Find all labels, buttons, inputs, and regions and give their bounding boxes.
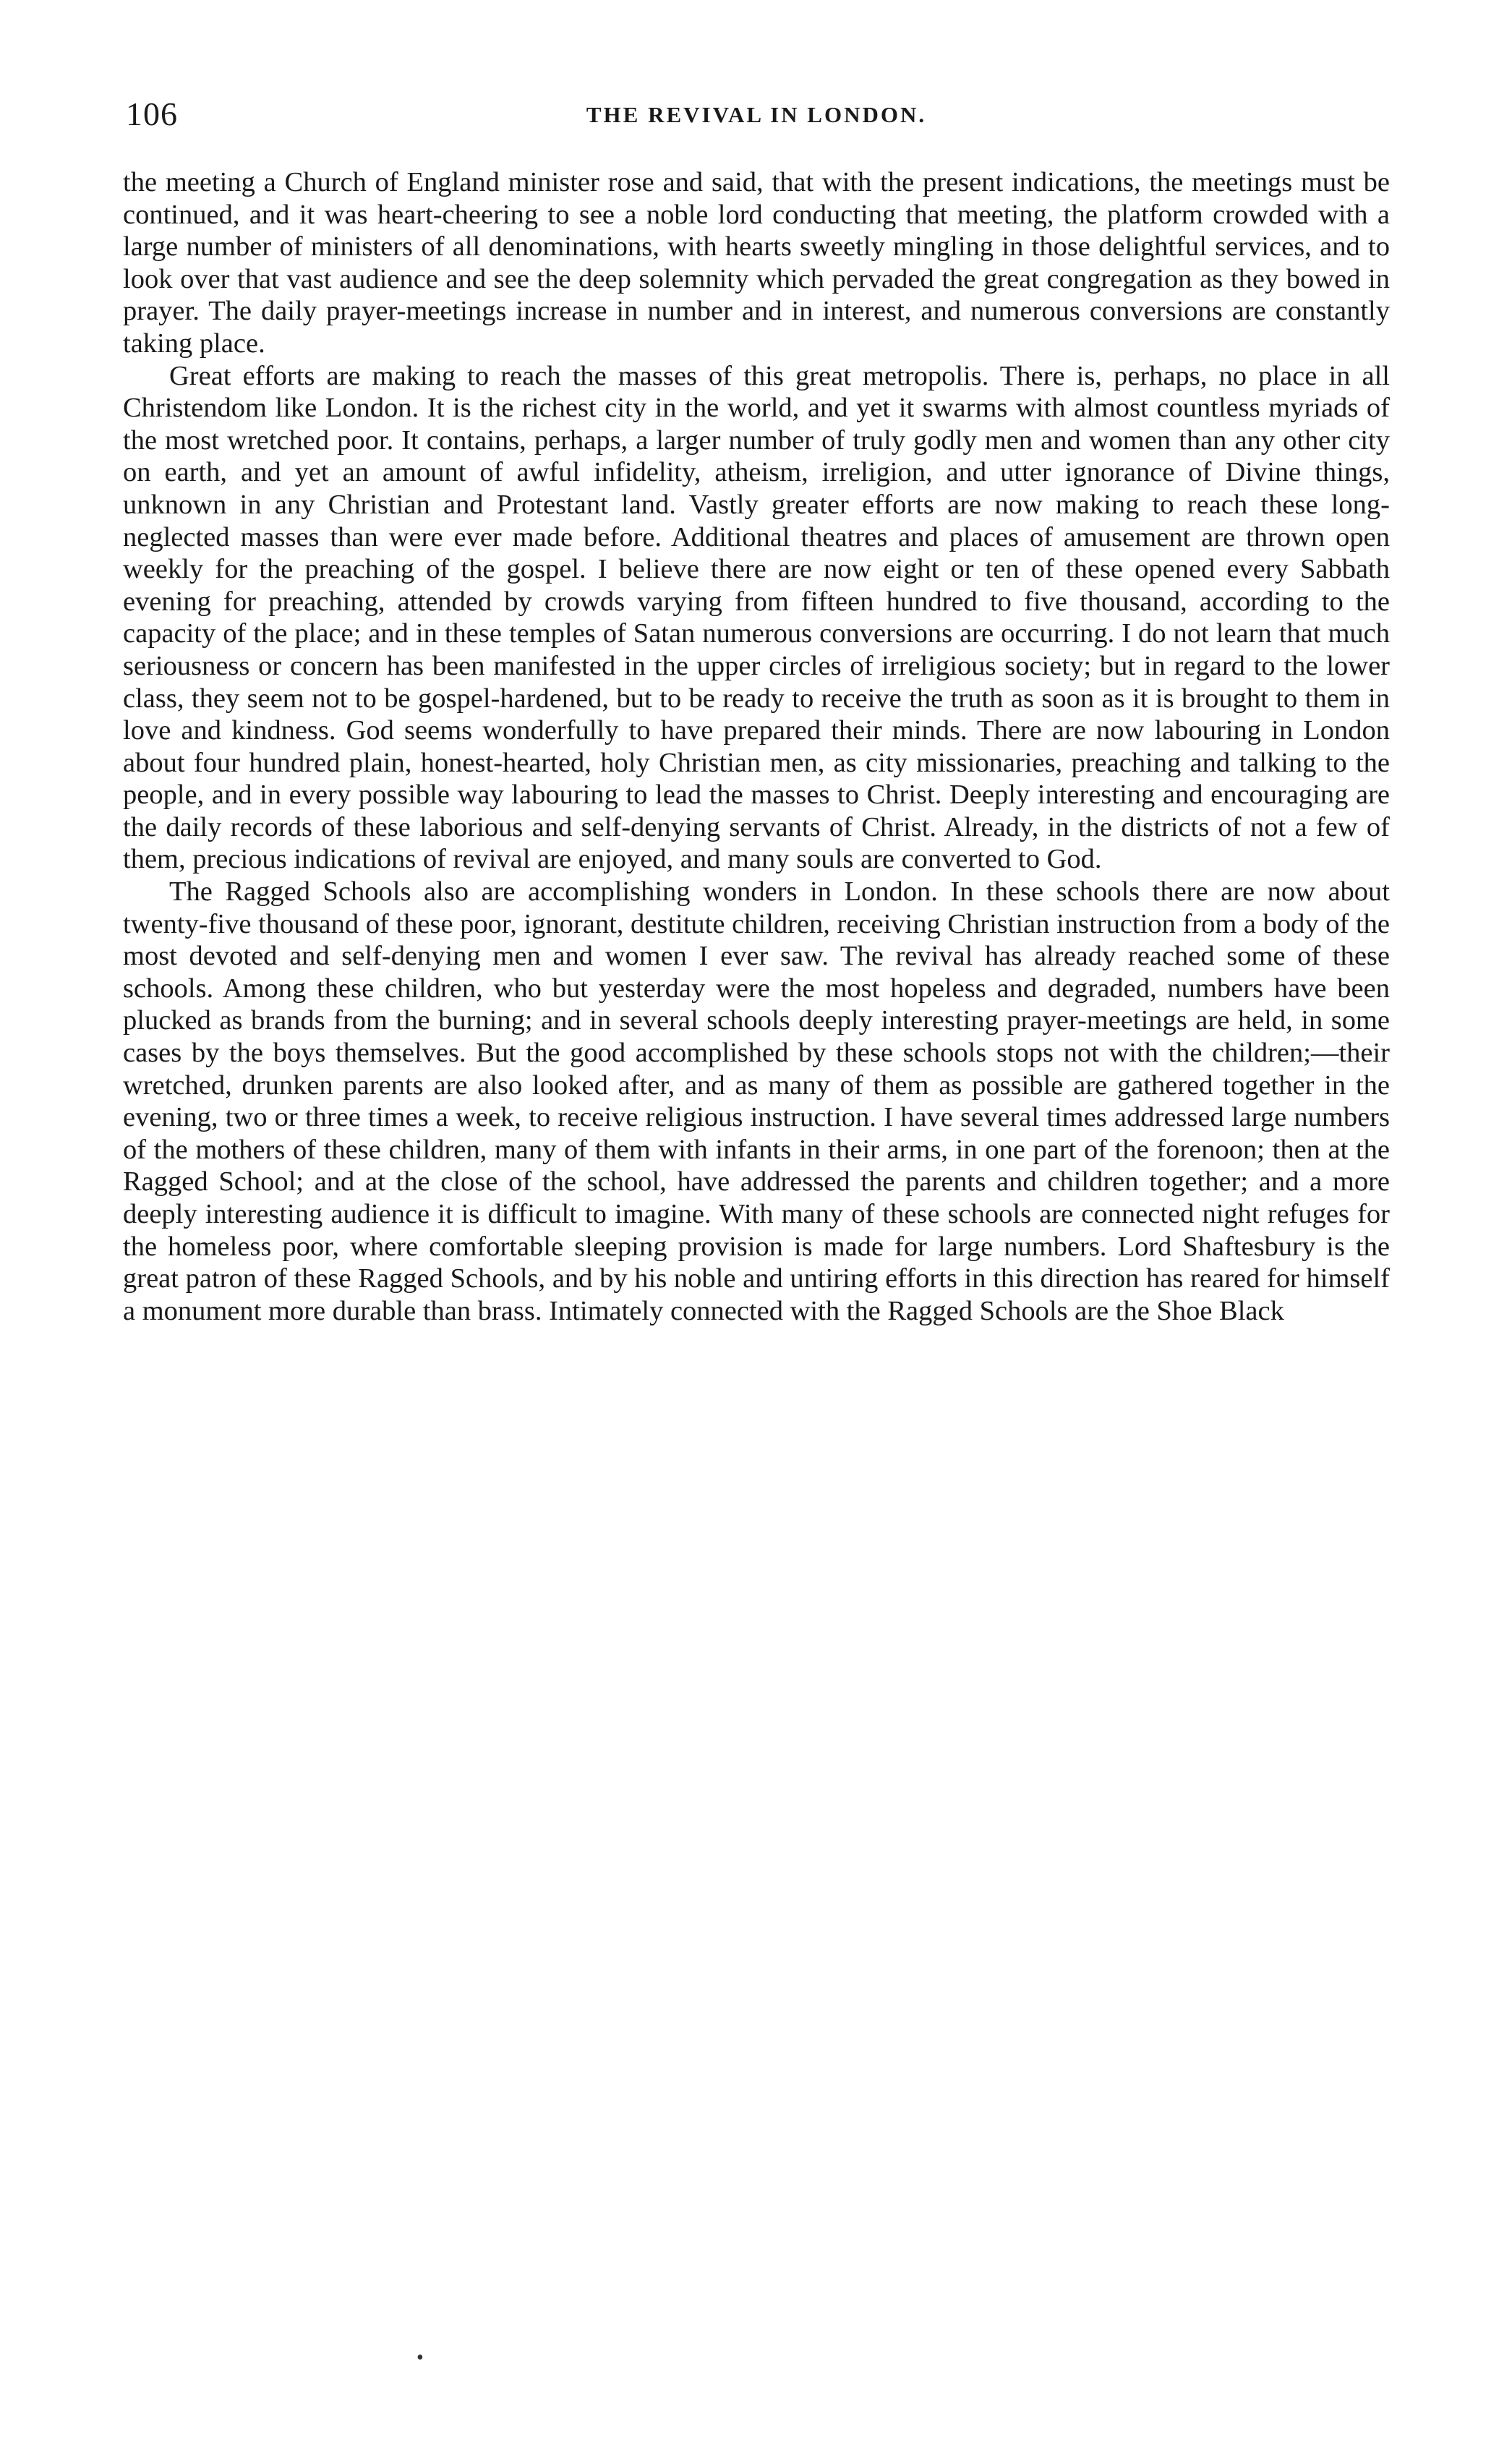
paragraph-ragged-schools: The Ragged Schools also are accomplishing wonders in London. In these schools there are now about twenty-five thousand of these poor, ignorant, destitute children, receiving Christian instruction from a body of the most devoted and self-denying men and women I ever saw. The revival has already reached some of these schools. Among these children, who but yesterday were the most hopeless and degraded, numbers have been plucked as brands from the burning; and in several schools deeply interesting prayer-meetings are held, in some cases by the boys themselves. But the good accomplished by these schools stops not with the children;—their wretched, drunken parents are also looked after, and as many of them as possible are gathered together in the evening, two or three times a week, to receive religious instruction. I have several times addressed large numbers of the mothers of these children, many of them with infants in their arms, in one part of the forenoon; then at the Ragged School; and at the close of the school, have addressed the parents and children together; and a more deeply interesting audience it is difficult to imagine. With many of these schools are connected night refuges for the homeless poor, where comfortable sleeping provision is made for large numbers. Lord Shaftesbury is the great patron of these Ragged Schools, and by his noble and untiring efforts in this direction has reared for himself a monument more durable than brass. Intimately connected with the Ragged Schools are the Shoe Black <box>123 876 1390 1326</box>
running-title: THE REVIVAL IN LONDON. <box>586 102 927 127</box>
footer-mark: • <box>417 2347 424 2369</box>
running-head <box>123 94 1390 139</box>
book-page <box>123 94 1390 1327</box>
page-number: 106 <box>126 95 178 132</box>
paragraph-continuation: the meeting a Church of England minister rose and said, that with the present indications, the meetings must be continued, and it was heart-cheering to see a noble lord conducting that meeting, the platform crowded with a large number of ministers of all denominations, with hearts sweetly mingling in those delightful services, and to look over that vast audience and see the deep solemnity which pervaded the great congregation as they bowed in prayer. The daily prayer-meetings increase in number and in interest, and numerous conversions are constantly taking place. <box>123 167 1390 359</box>
body-text <box>123 166 1390 1327</box>
paragraph-metropolis-efforts: Great efforts are making to reach the masses of this great metropolis. There is, perhaps, no place in all Christendom like London. It is the richest city in the world, and yet it swarms with almost countless myriads of the most wretched poor. It contains, perhaps, a larger number of truly godly men and women than any other city on earth, and yet an amount of awful infidelity, atheism, irreligion, and utter ignorance of Divine things, unknown in any Christian and Protestant land. Vastly greater efforts are now making to reach these long-neglected masses than were ever made before. Additional theatres and places of amusement are thrown open weekly for the preaching of the gospel. I believe there are now eight or ten of these opened every Sabbath evening for preaching, attended by crowds varying from fifteen hundred to five thousand, according to the capacity of the place; and in these temples of Satan numerous conversions are occurring. I do not learn that much seriousness or concern has been manifested in the upper circles of irreligious society; but in regard to the lower class, they seem not to be gospel-hardened, but to be ready to receive the truth as soon as it is brought to them in love and kindness. God seems wonderfully to have prepared their minds. There are now labouring in London about four hundred plain, honest-hearted, holy Christian men, as city missionaries, preaching and talking to the people, and in every possible way labouring to lead the masses to Christ. Deeply interesting and encouraging are the daily records of these laborious and self-denying servants of Christ. Already, in the districts of not a few of them, precious indications of revival are enjoyed, and many souls are converted to God. <box>123 360 1390 875</box>
